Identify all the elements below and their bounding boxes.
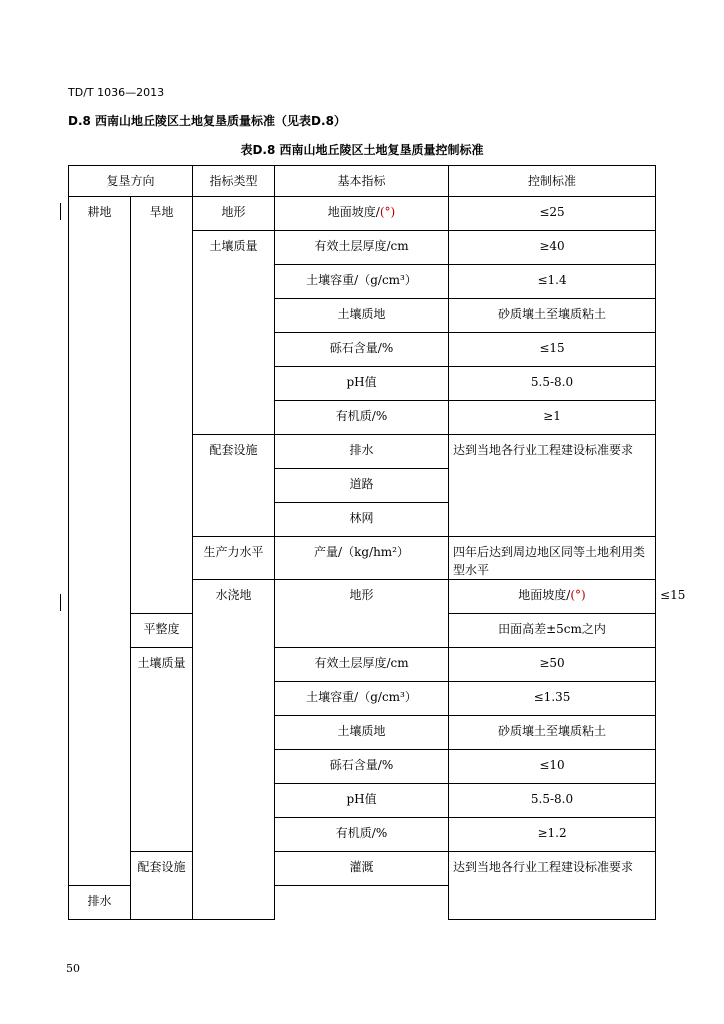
indicator-cell: pH值	[275, 784, 449, 818]
standard-cell: ≤1.35	[449, 682, 656, 716]
page-number: 50	[66, 962, 80, 975]
standard-cell: 田面高差±5cm之内	[449, 614, 656, 648]
subtype-dryland: 旱地	[131, 197, 193, 614]
document-code-header: TD/T 1036—2013	[68, 86, 165, 99]
indicator-cell: 林网	[275, 503, 449, 537]
unit-red: (°)	[570, 588, 586, 602]
indicator-cell: 有机质/%	[275, 401, 449, 435]
standard-cell: ≤15	[449, 333, 656, 367]
indicator-cell: pH值	[275, 367, 449, 401]
indicator-cell: 有效土层厚度/cm	[275, 648, 449, 682]
standard-cell: ≤10	[449, 750, 656, 784]
type-facility: 配套设施	[131, 852, 193, 920]
indicator-cell: 排水	[275, 435, 449, 469]
standard-cell: ≥1.2	[449, 818, 656, 852]
indicator-cell: 有效土层厚度/cm	[275, 231, 449, 265]
quality-standard-table	[68, 165, 686, 920]
standard-cell: 达到当地各行业工程建设标准要求	[449, 852, 656, 920]
revision-mark	[60, 594, 61, 611]
type-terrain: 地形	[193, 197, 275, 231]
standard-cell: ≥40	[449, 231, 656, 265]
indicator-cell: 产量/（kg/hm²）	[275, 537, 449, 580]
land-use-cell: 耕地	[69, 197, 131, 886]
indicator-cell: 有机质/%	[275, 818, 449, 852]
type-soil: 土壤质量	[193, 231, 275, 435]
indicator-cell: 地面坡度/(°)	[449, 580, 656, 614]
indicator-cell: 排水	[69, 886, 131, 920]
standard-cell: 达到当地各行业工程建设标准要求	[449, 435, 656, 537]
standard-cell: 5.5-8.0	[449, 784, 656, 818]
indicator-cell: 砾石含量/%	[275, 333, 449, 367]
table-row	[69, 648, 656, 682]
standard-cell: ≤1.4	[449, 265, 656, 299]
indicator-cell: 砾石含量/%	[275, 750, 449, 784]
indicator-cell: 土壤质地	[275, 299, 449, 333]
standard-cell: 砂质壤土至壤质粘土	[449, 299, 656, 333]
type-soil: 土壤质量	[131, 648, 193, 852]
standard-cell: 砂质壤土至壤质粘土	[449, 716, 656, 750]
header-basic-indicator: 基本指标	[275, 166, 449, 197]
standard-cell: ≥1	[449, 401, 656, 435]
subtype-irrigated: 水浇地	[193, 580, 275, 920]
indicator-cell: 平整度	[131, 614, 193, 648]
table-row: 水浇地 地形 地面坡度/(°) ≤15	[69, 580, 656, 614]
header-standard: 控制标准	[449, 166, 656, 197]
indicator-cell: 土壤容重/（g/cm³）	[275, 265, 449, 299]
unit-red: (°)	[379, 205, 396, 219]
table-header-row	[69, 166, 656, 197]
header-direction: 复垦方向	[69, 166, 193, 197]
standard-cell: ≥50	[449, 648, 656, 682]
table-row	[69, 852, 656, 886]
table-row	[69, 197, 656, 231]
table-title: 表D.8 西南山地丘陵区土地复垦质量控制标准	[240, 143, 484, 157]
header-indicator-type: 指标类型	[193, 166, 275, 197]
section-heading: D.8 西南山地丘陵区土地复垦质量标准（见表D.8）	[68, 114, 346, 128]
standard-cell: 5.5-8.0	[449, 367, 656, 401]
indicator-cell: 地面坡度/(°)	[275, 197, 449, 231]
type-productivity: 生产力水平	[193, 537, 275, 580]
indicator-cell: 土壤质地	[275, 716, 449, 750]
standard-cell: 四年后达到周边地区同等土地利用类型水平	[449, 537, 656, 580]
revision-mark	[60, 203, 61, 220]
indicator-cell: 道路	[275, 469, 449, 503]
indicator-cell: 灌溉	[275, 852, 449, 886]
indicator-cell: 土壤容重/（g/cm³）	[275, 682, 449, 716]
standard-cell: ≤25	[449, 197, 656, 231]
type-terrain: 地形	[275, 580, 449, 648]
type-facility: 配套设施	[193, 435, 275, 537]
